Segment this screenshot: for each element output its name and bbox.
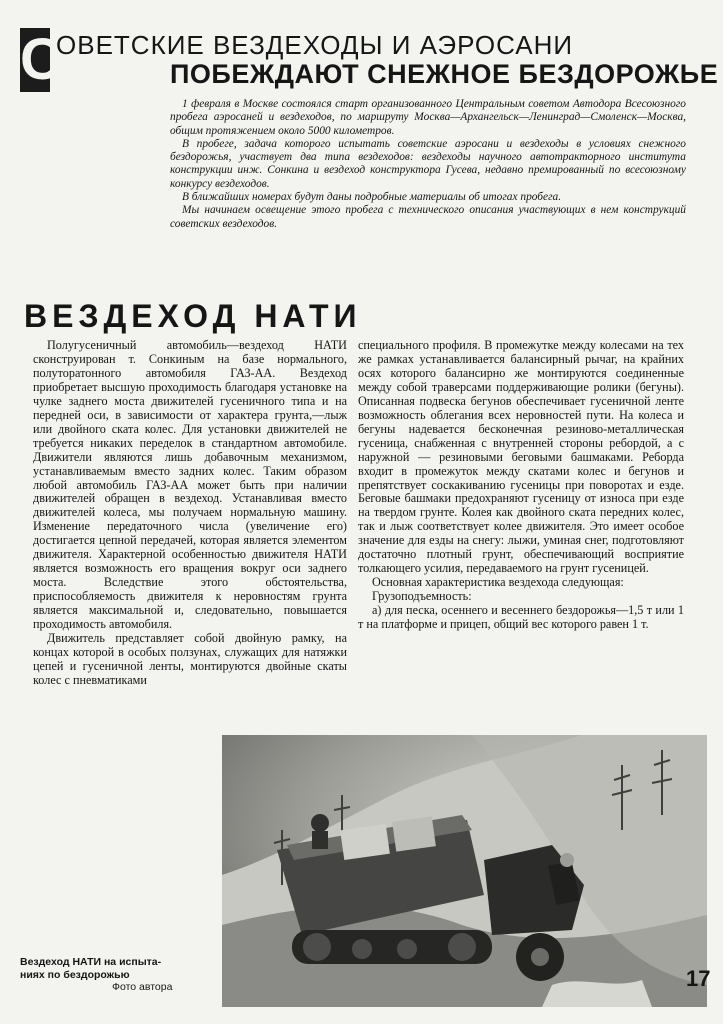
article-paragraph: а) для песка, осеннего и весеннего бездорожья—1,5 т или 1 т на платформе и прицеп, общий вес которого равен 1 т. [358, 603, 684, 632]
article-paragraph: Полугусеничный автомобиль—вездеход НАТИ сконструирован т. Сонкиным на базе нормального, полуторатонного автомобиля ГАЗ-АА. Вездеход приобретает высшую проходимость благодаря установке на чулке заднего моста движителей гусеничного типа и на передней оси, в зависимости от характера грунта,—лыж или двойного ската колес. Для установки движителей не требуется никаких переделок в стандартном автомобиле. Движители являются лишь добавочным механизмом, устанавливаемым вместо задних колес. Таким образом любой автомобиль ГАЗ-АА может быть при наличии движителей обращен в вездеход. Устанавливая вместо движителей колеса, мы получаем нормальную машину. Изменение передаточного числа (увеличение его) достигается цепной передачей, которая является элементом движителя. Характерной особенностью движителя НАТИ является возможность его вращения вокруг оси заднего моста. Вследствие этого обстоятельства, приспособляемость движителя к неровностям грунта является максимальной и, следовательно, повышается проходимость автомобиля. [33, 338, 347, 632]
article-paragraph: специального профиля. В промежутке между колесами на тех же рамках устанавливается балансирный рычаг, на крайних осях которого балансирно же монтируются соединенные между собой траверсами поддерживающие ролики (бегуны). Описанная подвеска бегунов обеспечивает гусеничной ленте возможность облегания всех неровностей пути. На колеса и бегуны надевается бесконечная резиново-металлическая гусеница, снабженная с внутренней стороны ребордой, а с наружной — резиновыми беговыми башмаками. Реборда входит в промежуток между скатами колес и бегунов и препятствует соскакиванию гусеницы при поворотах и езде. Беговые башмаки предохраняют гусеницу от износа при езде на твердом грунте. Колея как двойного ската передних колес, так и лыж соответствует колее движителя. Это имеет особое значение для езды на снегу: лыжи, уминая снег, подготовляют достаточно плотный грунт, обеспечивающий восприятие толкающего усилия, передаваемого на грунт гусеницей. [358, 338, 684, 576]
intro-paragraph: Мы начинаем освещение этого пробега с технического описания участвующих в нем конструкций советских вездеходов. [170, 204, 686, 230]
vehicle-photo-illustration [222, 735, 707, 1007]
photo-credit: Фото автора [112, 981, 173, 993]
intro-paragraph: 1 февраля в Москве состоялся старт организованного Центральным советом Автодора Всесоюзного пробега аэросаней и вездеходов, по маршруту Москва—Архангельск—Ленинград—Смоленск—Москва, общим протяжением около 5000 километров. [170, 98, 686, 137]
vehicle-photo [222, 735, 707, 1007]
intro-paragraph: В пробеге, задача которого испытать советские аэросани и вездеходы в условиях снежного бездорожья, участвует два типа вездеходов: вездеходы научного автотракторного института конструкции инж. Сонкина и вездеход конструктора Гусева, недавно премированный по всесоюзному конкурсу вездеходов. [170, 137, 686, 190]
article-column-left [33, 339, 347, 688]
article-column-right [358, 339, 684, 632]
article-paragraph: Движитель представляет собой двойную рамку, на концах которой в особых ползунах, служащих для натяжки цепей и гусеничной ленты, монтируются двойные скаты колес с пневматиками [33, 631, 347, 687]
headline-drop-cap: С [20, 27, 62, 92]
article-paragraph: Основная характеристика вездехода следующая: [372, 575, 624, 590]
headline-line-2: ПОБЕЖДАЮТ СНЕЖНОЕ БЕЗДОРОЖЬЕ [170, 59, 719, 89]
article-paragraph: Грузоподъемность: [372, 589, 472, 604]
caption-line: ниях по бездорожью [20, 968, 130, 981]
intro-paragraph: В ближайших номерах будут даны подробные материалы об итогах пробега. [182, 191, 562, 204]
page-number: 17 [686, 966, 711, 991]
photo-caption [20, 956, 216, 994]
caption-line: Вездеход НАТИ на испыта- [20, 956, 162, 968]
headline-line-1: ОВЕТСКИЕ ВЕЗДЕХОДЫ И АЭРОСАНИ [56, 30, 574, 60]
intro-block [170, 98, 686, 231]
section-title: ВЕЗДЕХОД НАТИ [24, 298, 362, 334]
